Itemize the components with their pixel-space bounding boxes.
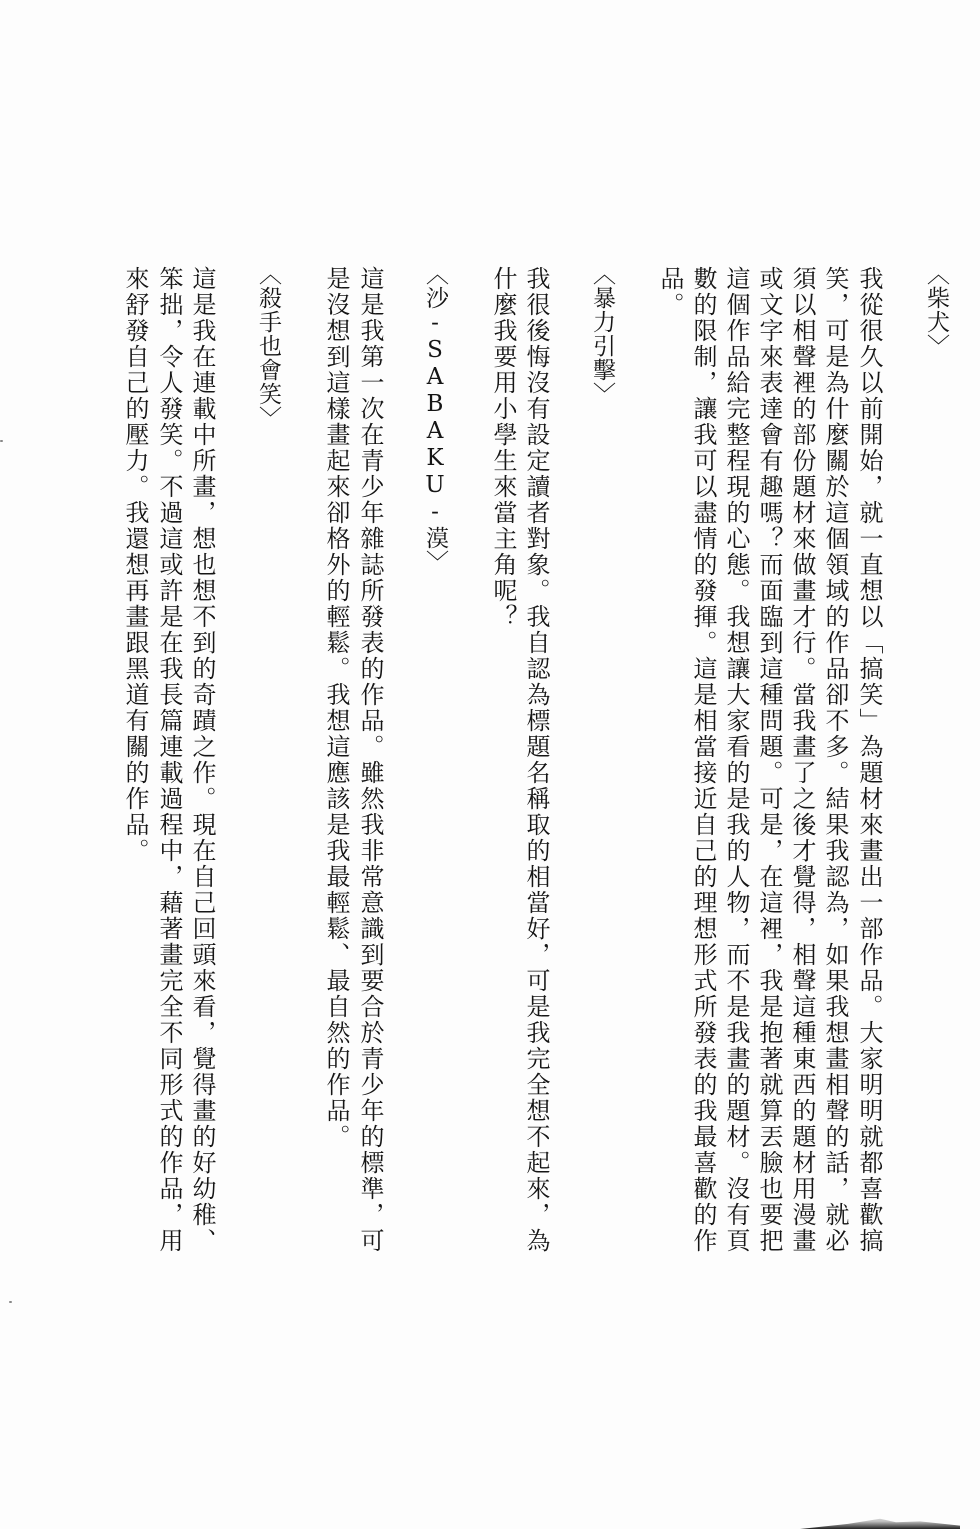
scan-speck — [0, 440, 3, 442]
paragraph-line: 我從很久以前開始，就一直想以「搞笑」為題材來畫出一部作品。大家明明就都喜歡搞 — [855, 266, 883, 1254]
scan-speck — [9, 1301, 12, 1303]
paragraph-line: 數的限制，讓我可以盡情的發揮。這是相當接近自己的理想形式所發表的我最喜歡的作 — [689, 266, 717, 1254]
paragraph-line: 這是我第一次在青少年雜誌所發表的作品。雖然我非常意識到要合於青少年的標準，可 — [356, 266, 384, 1254]
paragraph-line: 品。 — [656, 266, 684, 318]
paragraph-line: 這個作品給完整程現的心態。我想讓大家看的是我的人物，而不是我畫的題材。沒有頁 — [722, 266, 750, 1254]
paragraph-line: 這是我在連載中所畫，想也想不到的奇蹟之作。現在自己回頭來看，覺得畫的好幼稚、 — [188, 266, 216, 1254]
section-title-sabaku: 〈沙-SABAKU-漠〉 — [422, 262, 448, 574]
paragraph-line: 或文字來表達會有趣嗎？而面臨到這種問題。可是，在這裡，我是抱著就算丟臉也要把 — [755, 266, 783, 1254]
paragraph-line: 我很後悔沒有設定讀者對象。我自認為標題名稱取的相當好，可是我完全想不起來，為 — [522, 266, 550, 1254]
paragraph-line: 笑，可是為什麼關於這個領域的作品卻不多。結果我認為，如果我想畫相聲的話，就必 — [821, 266, 849, 1254]
paragraph-line: 什麼我要用小學生來當主角呢？ — [489, 266, 517, 630]
section-title-killer-laughs: 〈殺手也會笑〉 — [255, 262, 281, 430]
paragraph-line: 來舒發自己的壓力。我還想再畫跟黑道有關的作品。 — [121, 266, 149, 864]
scan-edge-smudge — [800, 1512, 960, 1529]
section-title-shiba: 〈柴犬〉 — [923, 262, 949, 358]
paragraph-line: 笨拙，令人發笑。不過這或許是在我長篇連載過程中，藉著畫完全不同形式的作品，用 — [155, 266, 183, 1254]
paragraph-line: 須以相聲裡的部份題材來做畫才行。當我畫了之後才覺得，相聲這種東西的題材用漫畫 — [788, 266, 816, 1254]
paragraph-line: 是沒想到這樣畫起來卻格外的輕鬆。我想這應該是我最輕鬆、最自然的作品。 — [322, 266, 350, 1150]
section-title-violence-engine: 〈暴力引擊〉 — [589, 262, 615, 406]
